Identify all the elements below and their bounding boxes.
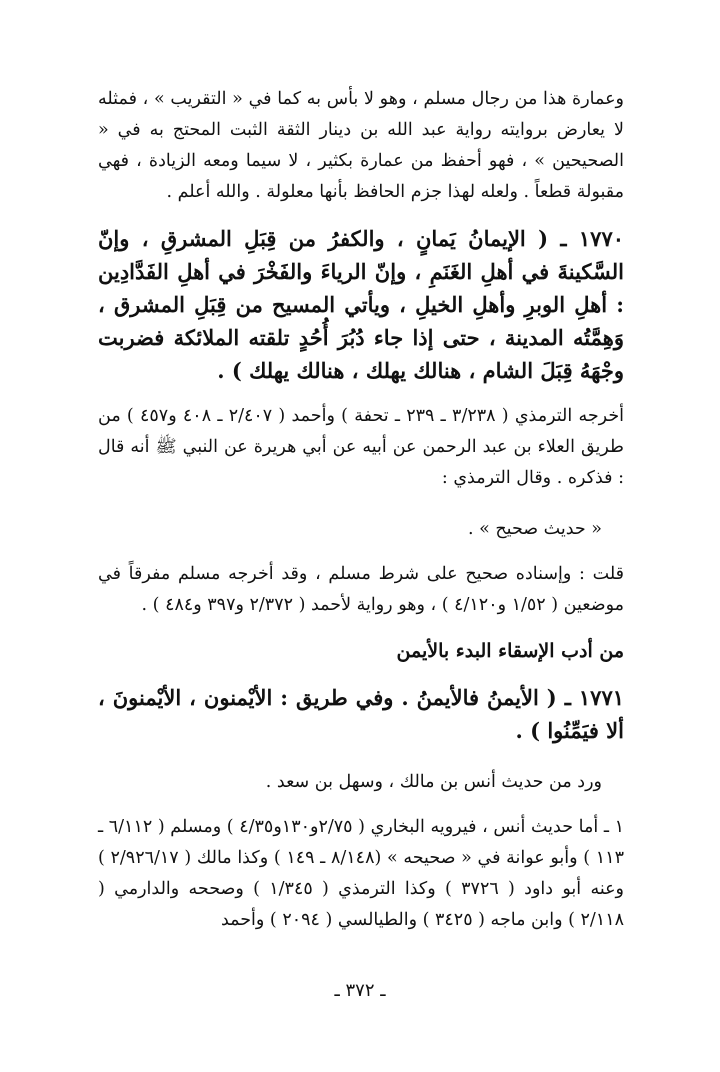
hadith-1770-takhrij: أخرجه الترمذي ( ٣/٢٣٨ ـ ٢٣٩ ـ تحفة ) وأحمد ( ٢/٤٠٧ ـ ٤٠٨ و٤٥٧ ) من طريق العلاء بن عبد الرحمن عن أبيه عن أبي هريرة عن النبي ﷺ أنه قال : فذكره . وقال الترمذي : xyxy=(98,406,624,488)
intro-paragraph: وعمارة هذا من رجال مسلم ، وهو لا بأس به كما في « التقريب » ، فمثله لا يعارض بروايته رواية عبد الله بن دينار الثقة الثبت المحتج به في « الصحيحين » ، فهو أحفظ من عمارة بكثير ، لا سيما ومعه الزيادة ، فهي مقبولة قطعاً . ولعله لهذا جزم الحافظ بأنها معلولة . والله أعلم . xyxy=(98,89,624,202)
hadith-1770 xyxy=(98,222,624,387)
hadith-1770-text: ( الإيمانُ يَمانٍ ، والكفرُ من قِبَلِ المشرقِ ، وإنّ السَّكينةَ في أهلِ الغَنَمِ ، وإنّ الرياءَ والفَخْرَ في أهلِ الفَدَّادِين : أهلِ الوبرِ وأهلِ الخيلِ ، ويأتي المسيح من قِبَلِ المشرق ، وَهِمَّتُه المدينة ، حتى إذا جاء دُبُرَ أُحُدٍ تلقته الملائكة فضربت وجْهَهُ قِبَلَ الشام ، هنالك يهلك ، هنالك يهلك ) . xyxy=(98,226,624,383)
hadith-1771-number: ١٧٧١ ـ xyxy=(564,685,625,710)
hadith-1771-narrators: ورد من حديث أنس بن مالك ، وسهل بن سعد . xyxy=(265,772,602,792)
page-body xyxy=(98,84,624,936)
hadith-1771-detail: ١ ـ أما حديث أنس ، فيرويه البخاري ( ٢/٧٥و١٣٠و٤/٣٥ ) ومسلم ( ٦/١١٢ ـ ١١٣ ) وأبو عوانة في « صحيحه » (٨/١٤٨ ـ ١٤٩ ) وكذا مالك ( ٢/٩٢٦/١٧ ) وعنه أبو داود ( ٣٧٢٦ ) وكذا الترمذي ( ١/٣٤٥ ) وصححه والدارمي ( ٢/١١٨ ) وابن ماجه ( ٣٤٢٥ ) والطيالسي ( ٢٠٩٤ ) وأحمد xyxy=(98,817,625,930)
hadith-1771-text: ( الأيمنُ فالأيمنُ . وفي طريق : الأيْمنون ، الأيْمنونَ ، ألا فيَمِّنُوا ) . xyxy=(98,685,624,743)
tirmidhi-quote: « حديث صحيح » . xyxy=(467,519,602,539)
hadith-1770-note: قلت : وإسناده صحيح على شرط مسلم ، وقد أخرجه مسلم مفرقاً في موضعين ( ١/٥٢ و٤/١٢٠ ) ، وهو رواية لأحمد ( ٢/٣٧٢ و٣٩٧ و٤٨٤ ) . xyxy=(98,564,624,615)
section-heading: من أدب الإسقاء البدء بالأيمن xyxy=(396,640,624,662)
hadith-1770-number: ١٧٧٠ ـ xyxy=(560,226,625,251)
hadith-1771 xyxy=(98,681,624,747)
page-number: ـ ٣٧٢ ـ xyxy=(334,980,386,1001)
